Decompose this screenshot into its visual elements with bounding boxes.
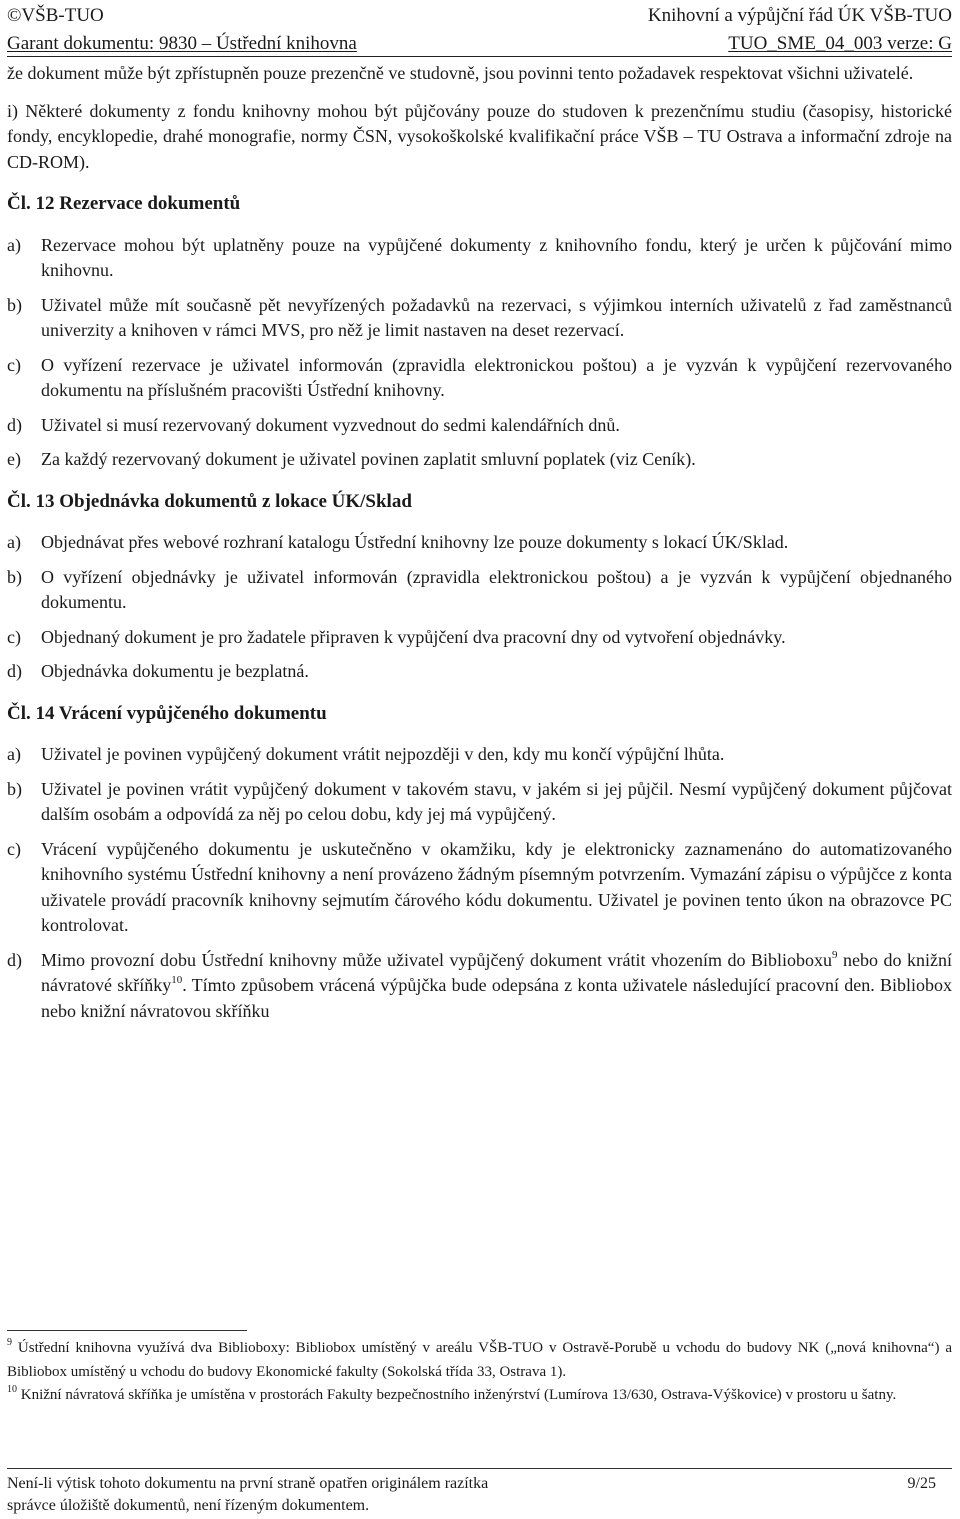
list-item	[7, 233, 952, 284]
section-heading-12: Čl. 12 Rezervace dokumentů	[7, 193, 241, 214]
list-item-label: d)	[7, 949, 22, 970]
list-item-label: a)	[7, 234, 21, 255]
header-guarantor: Garant dokumentu: 9830 – Ústřední knihovna	[7, 33, 357, 54]
footer-notice-line2: správce úložiště dokumentů, není řízeným dokumentem.	[7, 1497, 370, 1514]
list-item-label: a)	[7, 744, 21, 764]
footnote-number: 9	[7, 1337, 12, 1348]
footnote-9	[7, 1337, 952, 1384]
header-document-code: TUO_SME_04_003 verze: G	[728, 33, 952, 54]
list-item	[7, 777, 952, 828]
list-item-label: a)	[7, 532, 21, 552]
footnote-ref-10[interactable]: 10	[171, 974, 183, 986]
item-d-text-part1: Mimo provozní dobu Ústřední knihovny může uživatel vypůjčený dokument vrátit vhozením do Biblioboxu	[41, 949, 832, 970]
footnote-divider	[7, 1330, 247, 1331]
list-item	[7, 837, 952, 939]
list-item	[7, 948, 952, 1025]
footer-divider	[7, 1468, 952, 1469]
item-d-text-part2: nebo do knižní návratové skříňky	[41, 949, 952, 995]
list-item-text: Za každý rezervovaný dokument je uživatel povinen zaplatit smluvní poplatek (viz Ceník).	[41, 449, 696, 469]
list-item-label: b)	[7, 294, 22, 315]
list-item-text: Uživatel je povinen vrátit vypůjčený dokument v takovém stavu, v jakém si jej půjčil. Nesmí vypůjčený dokument půjčovat dalším osobám a odpovídá za něj po celou dobu, kdy jej má vypůjčený.	[41, 778, 952, 824]
continuation-paragraph: že dokument může být zpřístupněn pouze prezenčně ve studovně, jsou povinni tento požadavek respektovat všichni uživatelé.	[7, 63, 914, 83]
list-item	[7, 742, 952, 768]
list-item-text: O vyřízení objednávky je uživatel informován (zpravidla elektronickou poštou) a je vyzván k vypůjčení objednaného dokumentu.	[41, 566, 952, 612]
list-item	[7, 413, 952, 439]
list-item	[7, 447, 952, 473]
footnotes	[7, 1337, 952, 1408]
list-item-text	[41, 948, 952, 1025]
footer-notice-line1: Není-li výtisk tohoto dokumentu na první straně opatřen originálem razítka	[7, 1475, 489, 1492]
list-item-text: Uživatel si musí rezervovaný dokument vyzvednout do sedmi kalendářních dnů.	[41, 414, 620, 435]
list-item	[7, 530, 952, 556]
list-item-text: Objednaný dokument je pro žadatele připraven k vypůjčení dva pracovní dny od vytvoření objednávky.	[41, 626, 786, 647]
list-item	[7, 625, 952, 651]
section-heading-13: Čl. 13 Objednávka dokumentů z lokace ÚK/Sklad	[7, 490, 412, 512]
list-item-label: e)	[7, 449, 21, 469]
item-d-text-part3: . Tímto způsobem vrácená výpůjčka bude odepsána z konta uživatele následující pracovní den. Bibliobox nebo knižní návratovou skříňku	[41, 975, 953, 1021]
header-document-title: Knihovní a výpůjční řád ÚK VŠB-TUO	[647, 5, 952, 26]
footnote-ref-9[interactable]: 9	[831, 948, 838, 961]
page-footer	[7, 1473, 936, 1517]
header-row-1	[7, 5, 952, 27]
list-item-text: Vrácení vypůjčeného dokumentu je uskutečněno v okamžiku, kdy je elektronicky zaznamenáno do automatizovaného knihovního systému Ústřední knihovny a není provázeno žádným písemným potvrzením. Vymazání zápisu o výpůjčce z konta uživatele provádí pracovník knihovny sejmutím čárového kódu dokumentu. Uživatel je povinen tento úkon na obrazovce PC kontrolovat.	[41, 838, 952, 935]
item-i-paragraph: i) Některé dokumenty z fondu knihovny mohou být půjčovány pouze do studoven k prezenčnímu studiu (časopisy, historické fondy, encyklopedie, drahé monografie, normy ČSN, vysokoškolské kvalifikační práce VŠB – TU Ostrava a informační zdroje na CD-ROM).	[7, 100, 952, 172]
list-item-label: b)	[7, 566, 22, 587]
header-divider	[7, 56, 952, 57]
list-item-text: Uživatel může mít současně pět nevyřízených požadavků na rezervaci, s výjimkou interních uživatelů z řad zaměstnanců univerzity a knihoven v rámci MVS, pro něž je limit nastaven na deset rezervací.	[41, 294, 952, 340]
list-item-label: c)	[7, 354, 21, 375]
list-item-label: d)	[7, 414, 22, 435]
list-item	[7, 353, 952, 404]
footnote-text: Knižní návratová skříňka je umístěna v prostorách Fakulty bezpečnostního inženýrství (Lumírova 13/630, Ostrava-Výškovice) v prostoru u šatny.	[20, 1387, 897, 1403]
header-row-2	[7, 33, 952, 55]
list-item-label: c)	[7, 838, 21, 859]
list-item-label: c)	[7, 626, 21, 647]
footnote-text: Ústřední knihovna využívá dva Biblioboxy: Bibliobox umístěný v areálu VŠB-TUO v Ostravě-Porubě u vchodu do budovy NK („nová knihovna“) a Bibliobox umístěný u vchodu do budovy Ekonomické fakulty (Sokolská třída 33, Ostrava 1).	[7, 1340, 953, 1380]
list-item-label: b)	[7, 778, 22, 799]
list-item	[7, 659, 952, 685]
list-item-text: Uživatel je povinen vypůjčený dokument vrátit nejpozději v den, kdy mu končí výpůjční lhůta.	[41, 744, 725, 764]
main-content	[7, 61, 952, 1024]
list-item-text: O vyřízení rezervace je uživatel informován (zpravidla elektronickou poštou) a je vyzván k vypůjčení rezervovaného dokumentu na příslušném pracovišti Ústřední knihovny.	[41, 354, 952, 400]
list-item	[7, 293, 952, 344]
list-item-text: Rezervace mohou být uplatněny pouze na vypůjčené dokumenty z knihovního fondu, který je určen k půjčování mimo knihovnu.	[41, 234, 952, 280]
list-item	[7, 565, 952, 616]
header-copyright: ©VŠB-TUO	[7, 5, 104, 26]
section-heading-14: Čl. 14 Vrácení vypůjčeného dokumentu	[7, 702, 327, 724]
list-item-label: d)	[7, 661, 22, 681]
list-item-text: Objednávat přes webové rozhraní katalogu Ústřední knihovny lze pouze dokumenty s lokací ÚK/Sklad.	[41, 532, 789, 552]
page-number: 9/25	[907, 1475, 936, 1492]
list-item-text: Objednávka dokumentu je bezplatná.	[41, 661, 309, 681]
footnote-10	[7, 1384, 952, 1408]
footnote-number: 10	[7, 1384, 17, 1395]
